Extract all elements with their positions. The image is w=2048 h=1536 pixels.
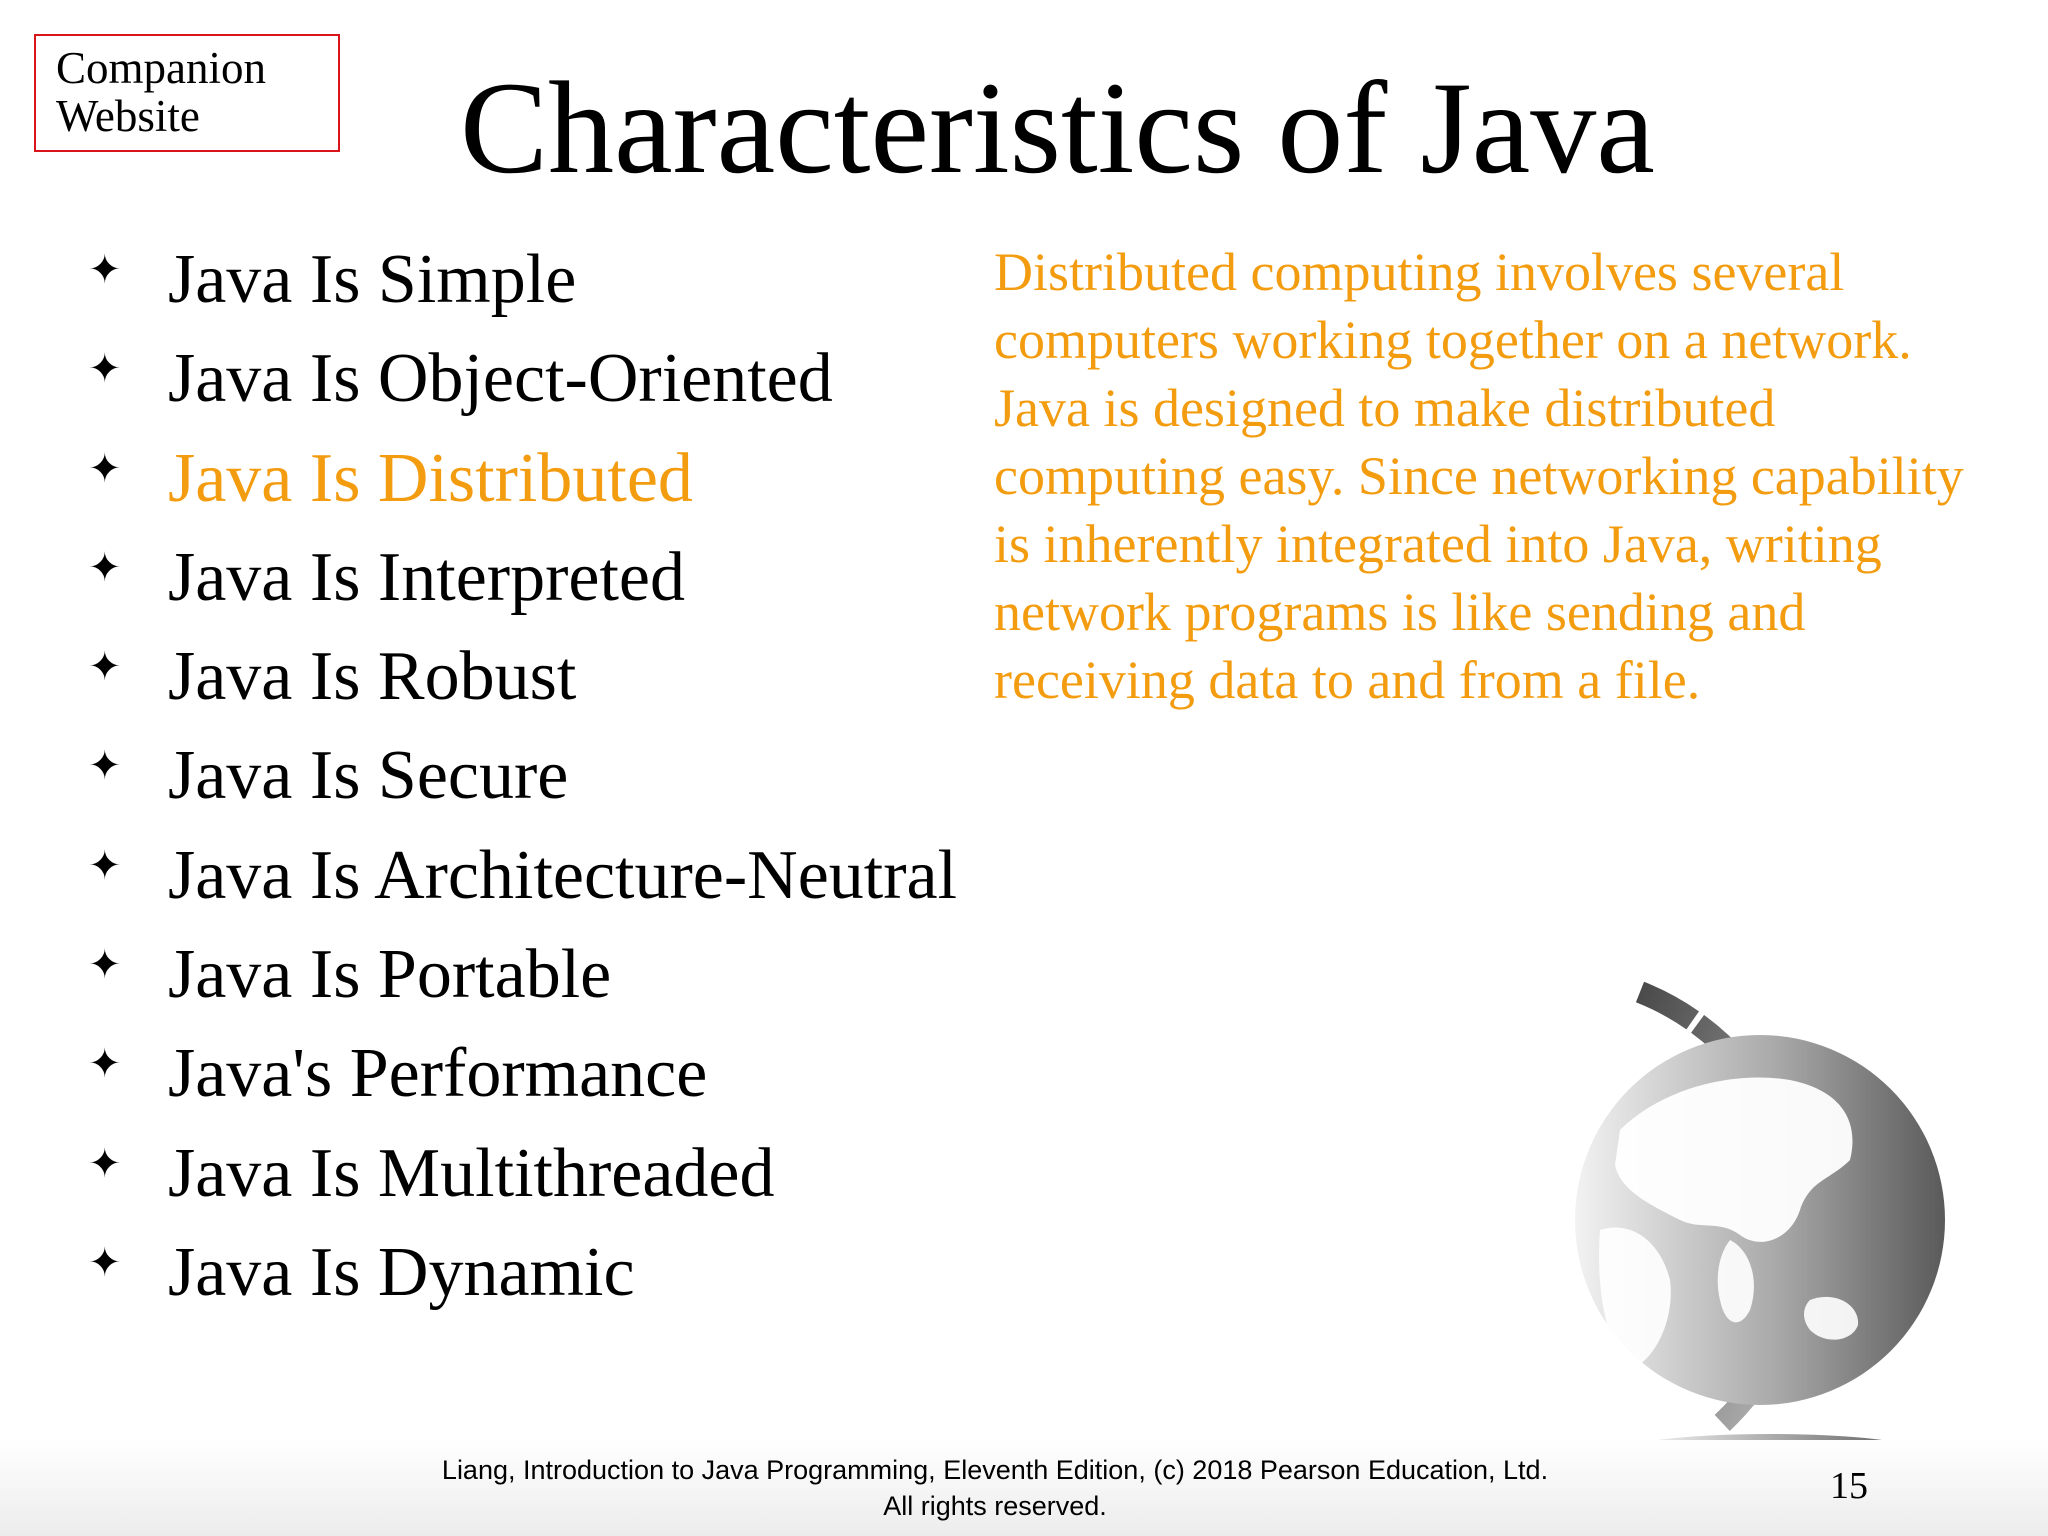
list-item-label: Java Is Dynamic	[168, 1233, 635, 1311]
slide-title: Characteristics of Java	[460, 54, 1655, 201]
list-item-label: Java Is Secure	[168, 737, 569, 815]
list-item-label: Java Is Multithreaded	[168, 1134, 775, 1212]
list-item	[88, 339, 957, 438]
four-point-star-icon: ✦	[88, 743, 122, 790]
list-item	[88, 935, 957, 1034]
footer-copyright	[330, 1452, 1660, 1524]
footer-line-2: All rights reserved.	[883, 1491, 1107, 1521]
globe-icon	[1560, 980, 2030, 1460]
list-item	[88, 1233, 957, 1332]
list-item	[88, 538, 957, 637]
four-point-star-icon: ✦	[88, 247, 122, 293]
page-number: 15	[1830, 1465, 1868, 1507]
distributed-description: Distributed computing involves several computers working together on a network. Java is designed to make distributed computing easy. Since networking capability is inherently integrated into Java, writing network programs is like sending and receiving data to and from a file.	[994, 242, 1964, 710]
list-item	[88, 736, 957, 835]
four-point-star-icon: ✦	[88, 842, 122, 889]
list-item	[88, 1034, 957, 1133]
list-item-label: Java Is Robust	[168, 638, 577, 716]
companion-website-link[interactable]	[34, 34, 340, 152]
list-item-label: Java Is Object-Oriented	[168, 340, 833, 418]
four-point-star-icon: ✦	[88, 942, 122, 989]
four-point-star-icon: ✦	[88, 644, 122, 691]
list-item-label: Java Is Interpreted	[168, 538, 685, 616]
four-point-star-icon: ✦	[88, 1140, 122, 1187]
list-item	[88, 836, 957, 935]
four-point-star-icon: ✦	[88, 445, 122, 492]
companion-line-2: Website	[56, 91, 200, 141]
list-item-label: Java Is Simple	[168, 241, 577, 318]
four-point-star-icon: ✦	[88, 1041, 122, 1088]
four-point-star-icon: ✦	[88, 544, 122, 591]
companion-line-1: Companion	[56, 43, 266, 93]
characteristics-list	[88, 240, 957, 1332]
list-item	[88, 637, 957, 736]
list-item-label: Java Is Portable	[168, 936, 612, 1014]
four-point-star-icon: ✦	[88, 1239, 122, 1286]
list-item	[88, 1134, 957, 1233]
list-item-label: Java's Performance	[168, 1035, 708, 1113]
footer-line-1: Liang, Introduction to Java Programming, Eleventh Edition, (c) 2018 Pearson Education, Ltd.	[441, 1455, 1549, 1485]
list-item	[88, 439, 957, 538]
four-point-star-icon: ✦	[88, 346, 122, 393]
list-item-label: Java Is Distributed	[168, 439, 693, 517]
list-item-label: Java Is Architecture-Neutral	[168, 836, 958, 914]
list-item	[88, 240, 957, 339]
